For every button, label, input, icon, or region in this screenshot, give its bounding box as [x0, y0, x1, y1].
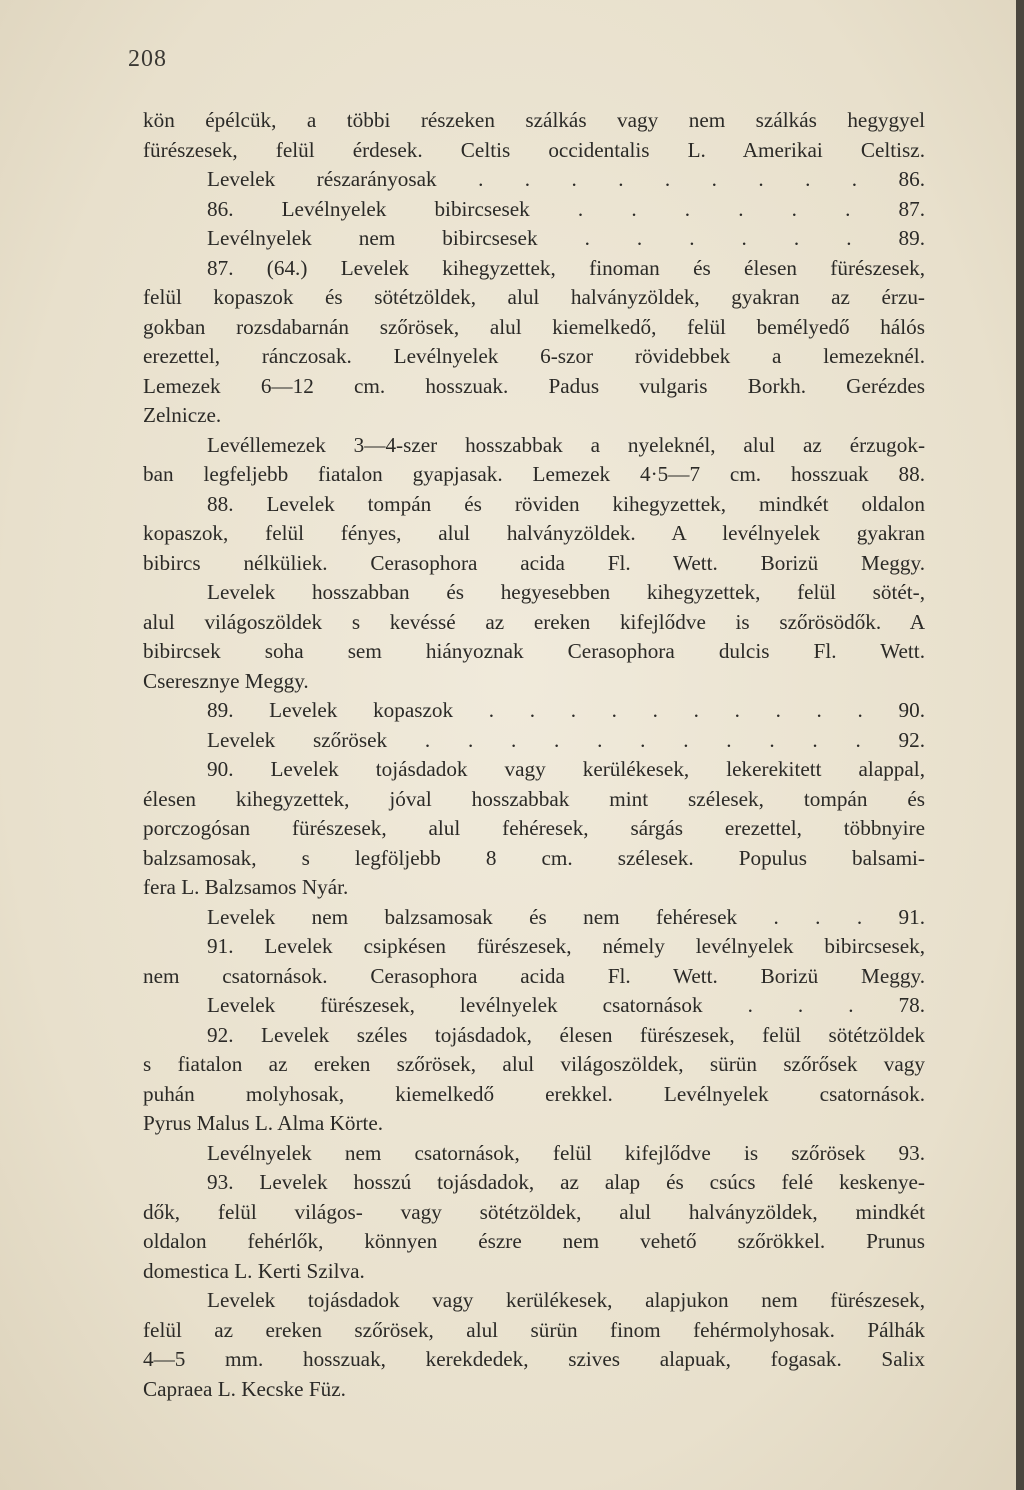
text-line: felül kopaszok és sötétzöldek, alul halványzöldek, gyakran az érzu- — [143, 285, 925, 309]
text-line: Levélnyelek nem bibircsesek . . . . . . 89. — [207, 226, 925, 250]
text-line: 91. Levelek csipkésen fürészesek, némely levélnyelek bibircsesek, — [207, 934, 925, 958]
text-line: Levelek tojásdadok vagy kerülékesek, alapjukon nem fürészesek, — [207, 1288, 925, 1312]
text-line: Lemezek 6—12 cm. hosszuak. Padus vulgaris Borkh. Gerézdes — [143, 373, 925, 398]
body-text — [143, 106, 925, 1404]
text-line: 89. Levelek kopaszok . . . . . . . . . . 90. — [207, 698, 925, 722]
text-line: Levelek nem balzsamosak és nem fehéresek . . . 91. — [207, 904, 925, 929]
text-line: fürészesek, felül érdesek. Celtis occidentalis L. Amerikai Celtisz. — [143, 137, 925, 162]
text-line: s fiatalon az ereken szőrösek, alul világoszöldek, sürün szőrősek vagy — [143, 1052, 925, 1076]
text-line: alul világoszöldek s kevéssé az ereken kifejlődve is szőrösödők. A — [143, 609, 925, 634]
text-line: Pyrus Malus L. Alma Körte. — [143, 1111, 384, 1135]
text-line: 93. Levelek hosszú tojásdadok, az alap és csúcs felé keskenye- — [207, 1170, 925, 1194]
text-line: puhán molyhosak, kiemelkedő erekkel. Levélnyelek csatornások. — [143, 1081, 925, 1106]
text-line: Levelek fürészesek, levélnyelek csatornások . . . 78. — [207, 993, 925, 1017]
page-number: 208 — [128, 46, 167, 72]
text-line: erezettel, ránczosak. Levélnyelek 6-szor rövidebbek a lemezeknél. — [143, 344, 925, 368]
text-line: 87. (64.) Levelek kihegyzettek, finoman és élesen fürészesek, — [207, 255, 925, 280]
text-line: Levéllemezek 3—4-szer hosszabbak a nyeleknél, alul az érzugok- — [207, 432, 925, 457]
text-line: domestica L. Kerti Szilva. — [143, 1258, 365, 1283]
text-line: Levélnyelek nem csatornások, felül kifejlődve is szőrösek 93. — [207, 1140, 925, 1165]
text-line: élesen kihegyzettek, jóval hosszabbak mint szélesek, tompán és — [143, 786, 925, 811]
text-line: 88. Levelek tompán és röviden kihegyzettek, mindkét oldalon — [207, 491, 925, 516]
text-line: felül az ereken szőrösek, alul sürün finom fehérmolyhosak. Pálhák — [143, 1317, 925, 1342]
text-line: bibircs nélküliek. Cerasophora acida Fl. Wett. Borizü Meggy. — [143, 550, 925, 575]
text-line: 92. Levelek széles tojásdadok, élesen fürészesek, felül sötétzöldek — [207, 1022, 925, 1047]
text-line: Levelek hosszabban és hegyesebben kihegyzettek, felül sötét-, — [207, 580, 925, 604]
text-line: ban legfeljebb fiatalon gyapjasak. Lemezek 4·5—7 cm. hosszuak 88. — [143, 462, 925, 486]
text-line: Capraea L. Kecske Füz. — [143, 1376, 346, 1401]
text-line: dők, felül világos- vagy sötétzöldek, alul halványzöldek, mindkét — [143, 1199, 925, 1224]
text-line: Cseresznye Meggy. — [143, 668, 309, 693]
text-line: 86. Levélnyelek bibircsesek . . . . . . 87. — [207, 196, 925, 221]
text-line: balzsamosak, s legföljebb 8 cm. szélesek. Populus balsami- — [143, 845, 925, 870]
text-line: 4—5 mm. hosszuak, kerekdedek, szives alapuak, fogasak. Salix — [143, 1347, 925, 1371]
text-line: bibircsek soha sem hiányoznak Cerasophora dulcis Fl. Wett. — [143, 639, 925, 663]
text-line: nem csatornások. Cerasophora acida Fl. Wett. Borizü Meggy. — [143, 963, 925, 988]
text-line: gokban rozsdabarnán szőrösek, alul kiemelkedő, felül bemélyedő hálós — [143, 314, 925, 339]
text-line: oldalon fehérlők, könnyen észre nem vehető szőrökkel. Prunus — [143, 1229, 925, 1253]
text-line: porczogósan fürészesek, alul fehéresek, sárgás erezettel, többnyire — [143, 816, 925, 840]
text-line: Levelek szőrösek . . . . . . . . . . . 92. — [207, 727, 925, 752]
text-line: kön épélcük, a többi részeken szálkás vagy nem szálkás hegygyel — [143, 108, 925, 132]
text-line: Zelnicze. — [143, 403, 222, 427]
text-line: kopaszok, felül fényes, alul halványzöldek. A levélnyelek gyakran — [143, 521, 925, 545]
text-line: Levelek részarányosak . . . . . . . . . 86. — [207, 167, 925, 191]
page-edge-shadow — [1016, 0, 1024, 1490]
text-line: fera L. Balzsamos Nyár. — [143, 875, 349, 899]
text-line: 90. Levelek tojásdadok vagy kerülékesek, lekerekitett alappal, — [207, 757, 925, 781]
